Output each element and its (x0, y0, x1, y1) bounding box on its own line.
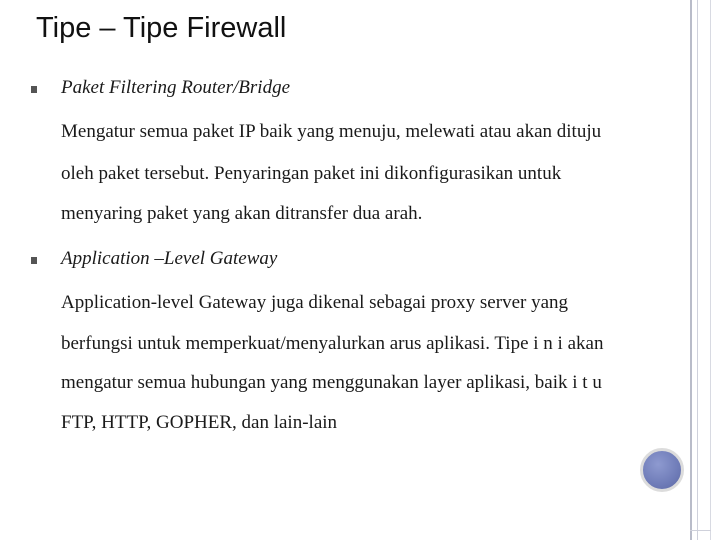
body-text-line: berfungsi untuk memperkuat/menyalurkan arus aplikasi. Tipe i n i akan (61, 333, 604, 354)
square-bullet-icon (31, 86, 37, 93)
section-heading: Paket Filtering Router/Bridge (61, 77, 291, 98)
slide-frame-line (690, 530, 711, 531)
body-text-line: mengatur semua hubungan yang menggunakan layer aplikasi, baik i t u (61, 372, 602, 393)
body-text-line: Application-level Gateway juga dikenal sebagai proxy server yang (61, 292, 569, 313)
body-text-line: oleh paket tersebut. Penyaringan paket ini dikonfigurasikan untuk (61, 163, 562, 184)
slide-title: Tipe – Tipe Firewall (36, 12, 287, 44)
square-bullet-icon (31, 257, 37, 264)
section-heading: Application –Level Gateway (61, 248, 278, 269)
body-text-line: Mengatur semua paket IP baik yang menuju, melewati atau akan dituju (61, 121, 602, 142)
slide-frame-line (690, 0, 692, 540)
slide-frame-line (697, 0, 698, 540)
decorative-circle (640, 448, 684, 492)
body-text-line: FTP, HTTP, GOPHER, dan lain-lain (61, 412, 338, 433)
slide-frame-line (710, 0, 711, 540)
body-text-line: menyaring paket yang akan ditransfer dua arah. (61, 203, 423, 224)
